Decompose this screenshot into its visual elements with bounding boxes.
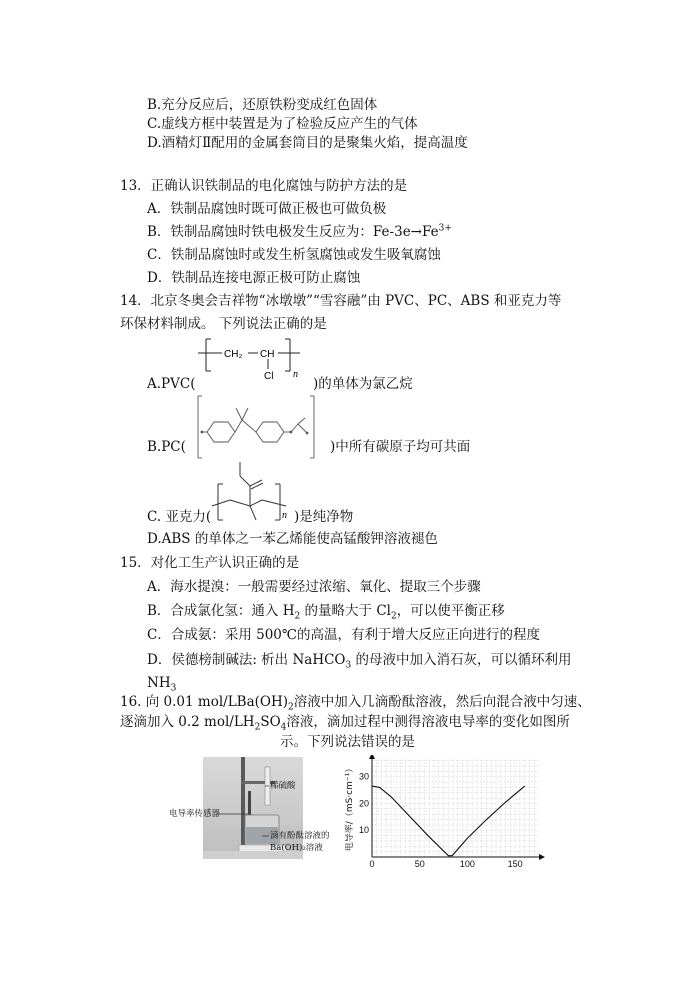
y-axis-title: 电导率/（mS·cm⁻¹） [345, 763, 355, 852]
q16-stem-line2: 逐滴加入 0.2 mol/$LH_2SO_4$溶液，滴加过程中测得溶液电导率的变化如图所 [120, 714, 570, 733]
q15-option-d-cont: $NH_3$ [147, 675, 177, 694]
q15-option-a: A．海水提溴：一般需要经过浓缩、氧化、提取三个步骤 [147, 579, 481, 595]
conductivity-chart [345, 755, 545, 875]
q14-stem-line2: 环保材料制成。 下列说法正确的是 [120, 316, 327, 332]
x-tick-label: 50 [414, 859, 425, 869]
q13-option-c: C．铁制品腐蚀时或发生析氢腐蚀或发生吸氧腐蚀 [147, 247, 441, 263]
label-acid: 稀硫酸 [270, 781, 296, 791]
pvc-ch-label: CH [260, 349, 275, 360]
x-tick-label: 150 [507, 859, 523, 869]
y-tick-label: 10 [358, 825, 369, 836]
pvc-ch2-label: CH₂ [224, 349, 243, 360]
label-solution-1: 滴有酚酞溶液的 [270, 831, 330, 841]
q14-stem-line1: 14．北京冬奥会吉祥物“冰墩墩”“雪容融”由 PVC、PC、ABS 和亚克力等 [120, 293, 562, 309]
label-solution-2: Ba(OH)₂溶液 [270, 843, 323, 853]
q14-option-b-suffix: )中所有碳原子均可共面 [330, 439, 471, 455]
q14-option-a-prefix: A.PVC( [147, 376, 196, 392]
q12-option-c: C.虚线方框中装置是为了检验反应产生的气体 [147, 116, 418, 132]
q16-stem-line1: 16. 向 0.01 mol/$LBa(OH)_2$溶液中加入几滴酚酞溶液，然后向混合液中匀速、 [120, 694, 591, 713]
q14-option-b-prefix: B.PC( [147, 439, 186, 455]
q12-option-d: D.酒精灯Ⅱ配用的金属套筒目的是聚集火焰，提高温度 [147, 135, 468, 151]
q14-option-a-suffix: )的单体为氯乙烷 [313, 376, 413, 392]
q13-option-b: B．铁制品腐蚀时铁电极发生反应为：$Fe-3e\to Fe^{3+}$ [147, 223, 452, 240]
x-axis-arrow [539, 854, 545, 860]
y-tick-label: 20 [358, 798, 369, 809]
q15-option-c: C．合成氨：采用 500℃的高温，有利于增大反应正向进行的程度 [147, 627, 540, 643]
label-sensor: 电导率传感器 [169, 809, 221, 819]
y-tick-label: 30 [358, 771, 369, 782]
x-tick-label: 0 [369, 859, 375, 869]
q15-option-d: D．侯德榜制碱法: 析出 NaHCO$_3$ 的母液中加入消石灰，可以循环利用 [147, 652, 572, 671]
q15-stem: 15．对化工生产认识正确的是 [120, 555, 300, 571]
pvc-n-label: n [293, 369, 298, 380]
q14-option-c-suffix: )是纯净物 [294, 509, 354, 525]
q13-stem: 13．正确认识铁制品的电化腐蚀与防护方法的是 [120, 178, 408, 194]
q13-option-a: A．铁制品腐蚀时既可做正极也可做负极 [147, 201, 387, 217]
pvc-cl-label: Cl [264, 371, 274, 382]
y-axis-arrow [369, 755, 375, 759]
q14-option-d: D.ABS 的单体之一苯乙烯能使高锰酸钾溶液褪色 [147, 531, 438, 547]
x-tick-label: 100 [459, 859, 475, 869]
q12-option-b: B.充分反应后，还原铁粉变成红色固体 [147, 97, 378, 113]
q13-option-d: D．铁制品连接电源正极可防止腐蚀 [147, 270, 361, 286]
q15-option-b: B．合成氯化氢：通入 $H_2$ 的量略大于 $Cl_2$，可以使平衡正移 [147, 603, 505, 622]
q14-option-c-prefix: C. 亚克力( [147, 509, 212, 525]
acrylic-n-label: n [282, 510, 287, 521]
q16-stem-line3: 示。下列说法错误的是 [280, 734, 415, 750]
